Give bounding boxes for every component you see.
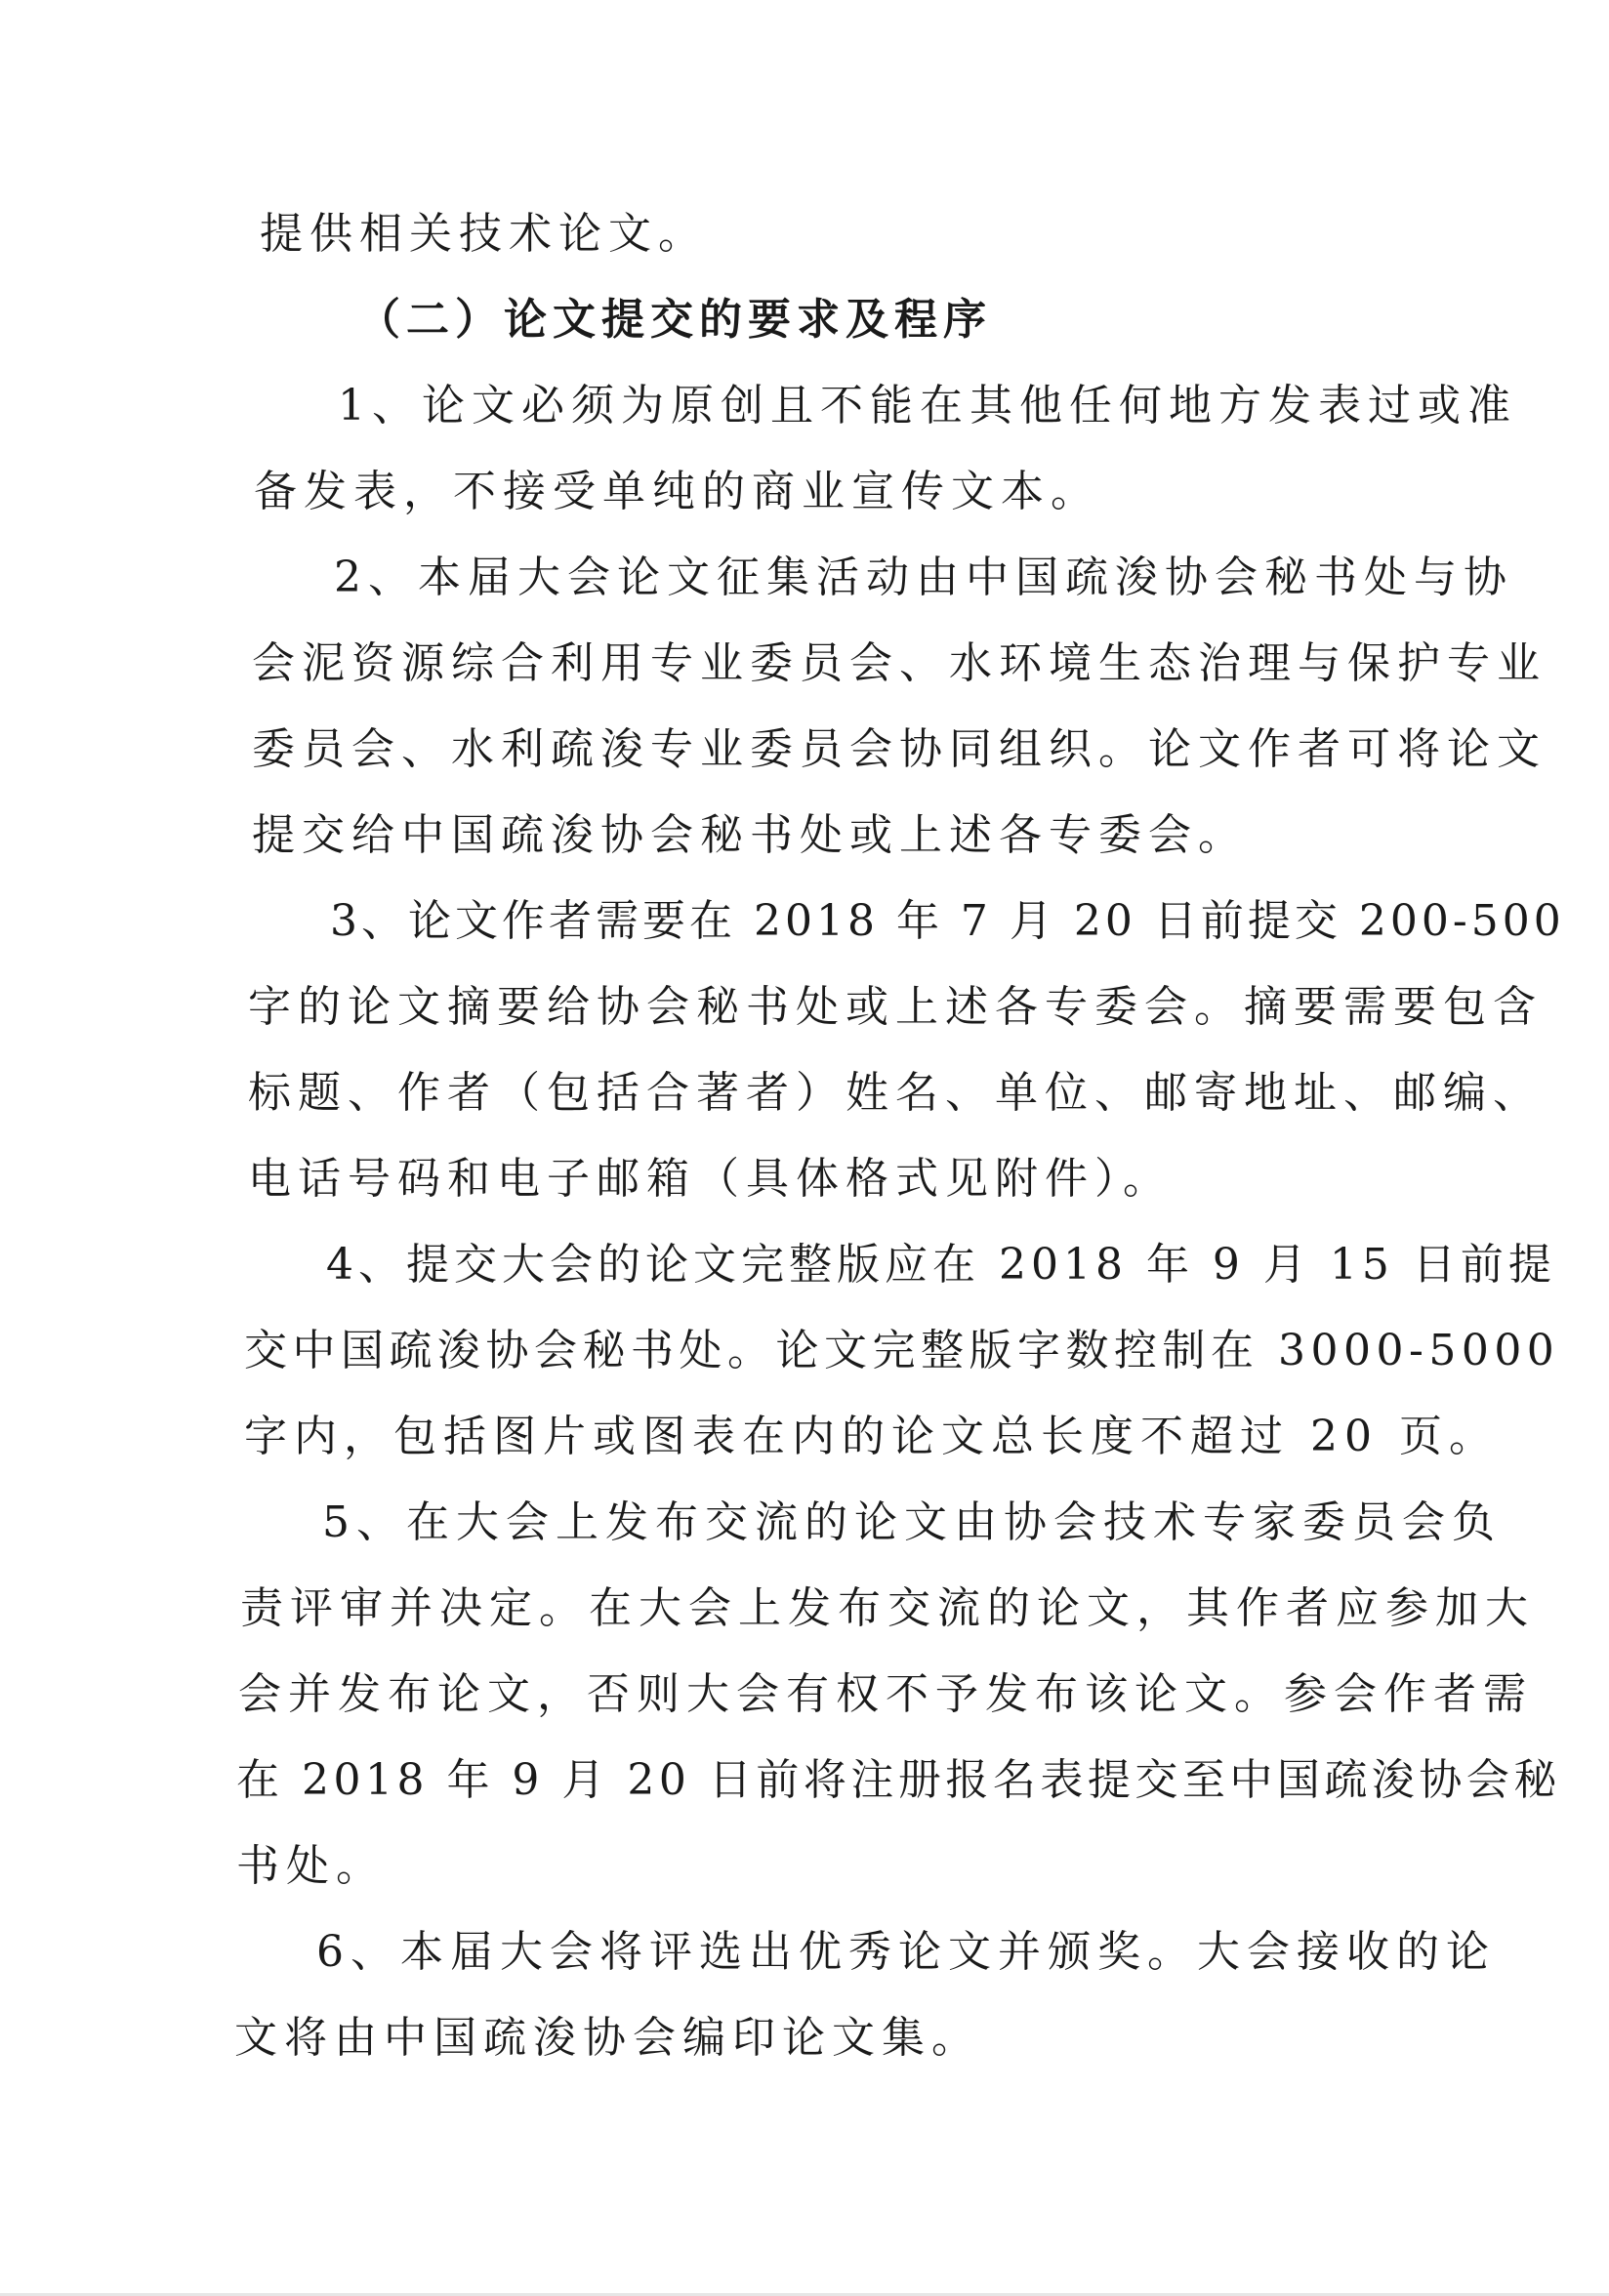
text-line-11: 标题、作者（包括合著者）姓名、单位、邮寄地址、邮编、 — [248, 1068, 1543, 1118]
text-line-17: 责评审并决定。在大会上发布交流的论文，其作者应参加大 — [240, 1583, 1535, 1633]
text-line-20: 书处。 — [236, 1841, 386, 1891]
text-line-9: 3、论文作者需要在 2018 年 7 月 20 日前提交 200-500 — [330, 896, 1565, 946]
text-line-21: 6、本届大会将评选出优秀论文并颁奖。大会接收的论 — [316, 1927, 1496, 1977]
text-line-14: 交中国疏浚协会秘书处。论文完整版字数控制在 3000-5000 — [244, 1326, 1560, 1375]
text-line-6: 会泥资源综合利用专业委员会、水环境生态治理与保护专业 — [252, 638, 1547, 688]
text-line-18: 会并发布论文，否则大会有权不予发布该论文。参会作者需 — [238, 1669, 1533, 1719]
text-line-13: 4、提交大会的论文完整版应在 2018 年 9 月 15 日前提 — [326, 1240, 1556, 1290]
text-line-16: 5、在大会上发布交流的论文由协会技术专家委员会负 — [322, 1497, 1502, 1547]
text-line-4: 备发表，不接受单纯的商业宣传文本。 — [254, 467, 1100, 516]
text-line-10: 字的论文摘要给协会秘书处或上述各专委会。摘要需要包含 — [248, 982, 1543, 1032]
text-line-22: 文将由中国疏浚协会编印论文集。 — [234, 2013, 981, 2063]
text-line-8: 提交给中国疏浚协会秘书处或上述各专委会。 — [252, 810, 1248, 860]
text-line-15: 字内，包括图片或图表在内的论文总长度不超过 20 页。 — [244, 1412, 1499, 1461]
text-line-1: 提供相关技术论文。 — [260, 209, 708, 259]
text-line-19: 在 2018 年 9 月 20 日前将注册报名表提交至中国疏浚协会秘 — [236, 1755, 1561, 1805]
section-heading: （二）论文提交的要求及程序 — [357, 295, 992, 345]
text-line-5: 2、本届大会论文征集活动由中国疏浚协会秘书处与协 — [334, 553, 1513, 602]
text-line-7: 委员会、水利疏浚专业委员会协同组织。论文作者可将论文 — [252, 724, 1547, 774]
text-line-3: 1、论文必须为原创且不能在其他任何地方发表过或准 — [338, 381, 1517, 430]
text-line-12: 电话号码和电子邮箱（具体格式见附件）。 — [248, 1154, 1173, 1204]
